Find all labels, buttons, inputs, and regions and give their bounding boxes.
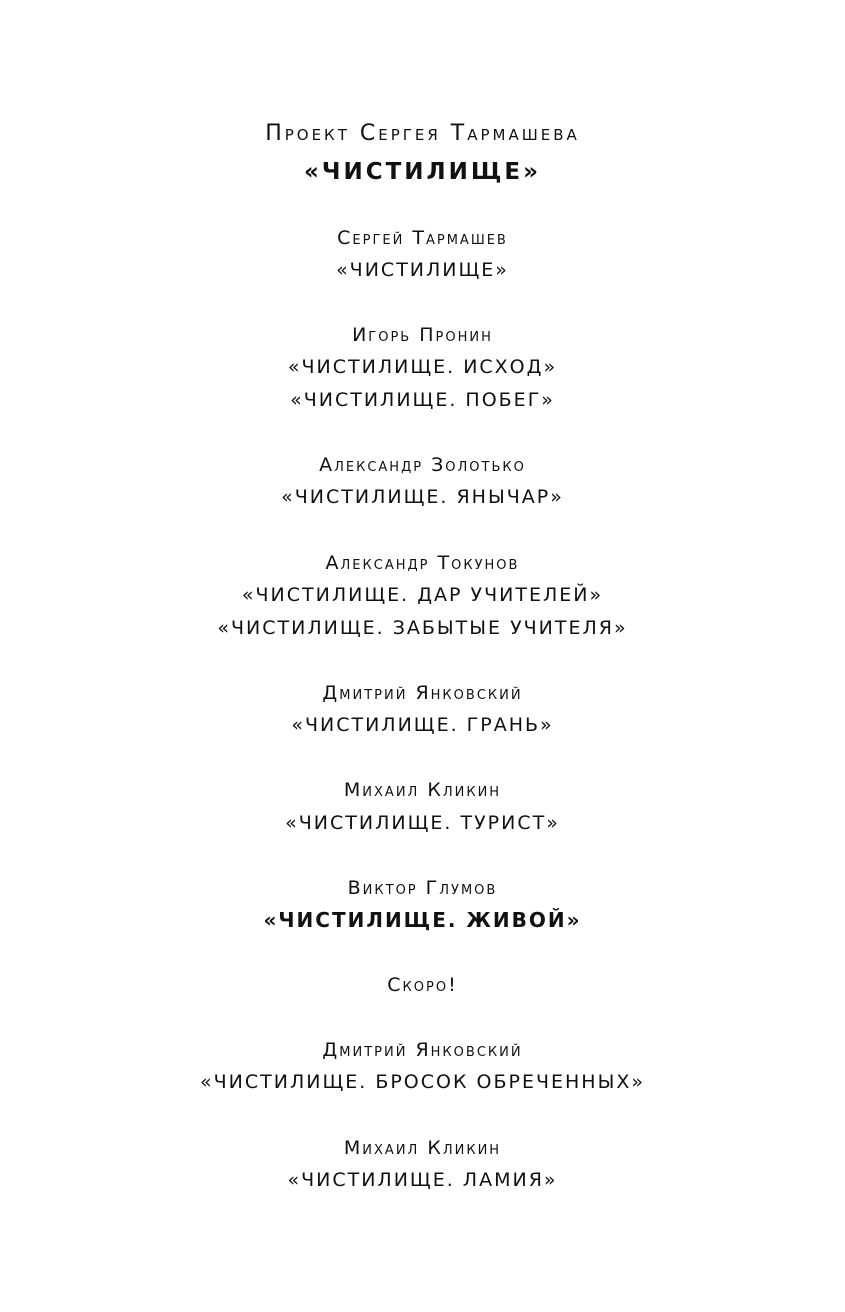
book-title: «ЧИСТИЛИЩЕ. ЯНЫЧАР»	[281, 486, 564, 508]
book-author: Виктор Глумов	[347, 877, 498, 899]
book-title: «ЧИСТИЛИЩЕ. ГРАНЬ»	[291, 714, 554, 736]
project-author-heading: Проект Сергея Тармашева	[265, 121, 580, 146]
book-title: «ЧИСТИЛИЩЕ. ПОБЕГ»	[290, 389, 555, 411]
book-title: «ЧИСТИЛИЩЕ. ИСХОД»	[287, 356, 558, 378]
book-author: Александр Золотько	[319, 454, 526, 476]
book-title: «ЧИСТИЛИЩЕ»	[336, 259, 509, 281]
upcoming-book-title: «ЧИСТИЛИЩЕ. ЛАМИЯ»	[287, 1169, 558, 1191]
book-author: Михаил Кликин	[343, 779, 502, 801]
book-author: Дмитрий Янковский	[322, 682, 523, 704]
book-author: Александр Токунов	[325, 552, 520, 574]
book-title: «ЧИСТИЛИЩЕ. ЖИВОЙ»	[263, 908, 582, 932]
book-title: «ЧИСТИЛИЩЕ. ЗАБЫТЫЕ УЧИТЕЛЯ»	[217, 617, 628, 639]
book-author: Игорь Пронин	[352, 324, 493, 346]
book-author: Сергей Тармашев	[337, 227, 508, 249]
upcoming-book-author: Михаил Кликин	[343, 1137, 502, 1159]
series-title-heading: «ЧИСТИЛИЩЕ»	[304, 159, 541, 185]
coming-soon-label: Скоро!	[387, 974, 458, 996]
upcoming-book-author: Дмитрий Янковский	[322, 1039, 523, 1061]
upcoming-book-title: «ЧИСТИЛИЩЕ. БРОСОК ОБРЕЧЕННЫХ»	[200, 1071, 645, 1093]
book-title: «ЧИСТИЛИЩЕ. ТУРИСТ»	[285, 812, 560, 834]
book-title: «ЧИСТИЛИЩЕ. ДАР УЧИТЕЛЕЙ»	[241, 584, 604, 606]
